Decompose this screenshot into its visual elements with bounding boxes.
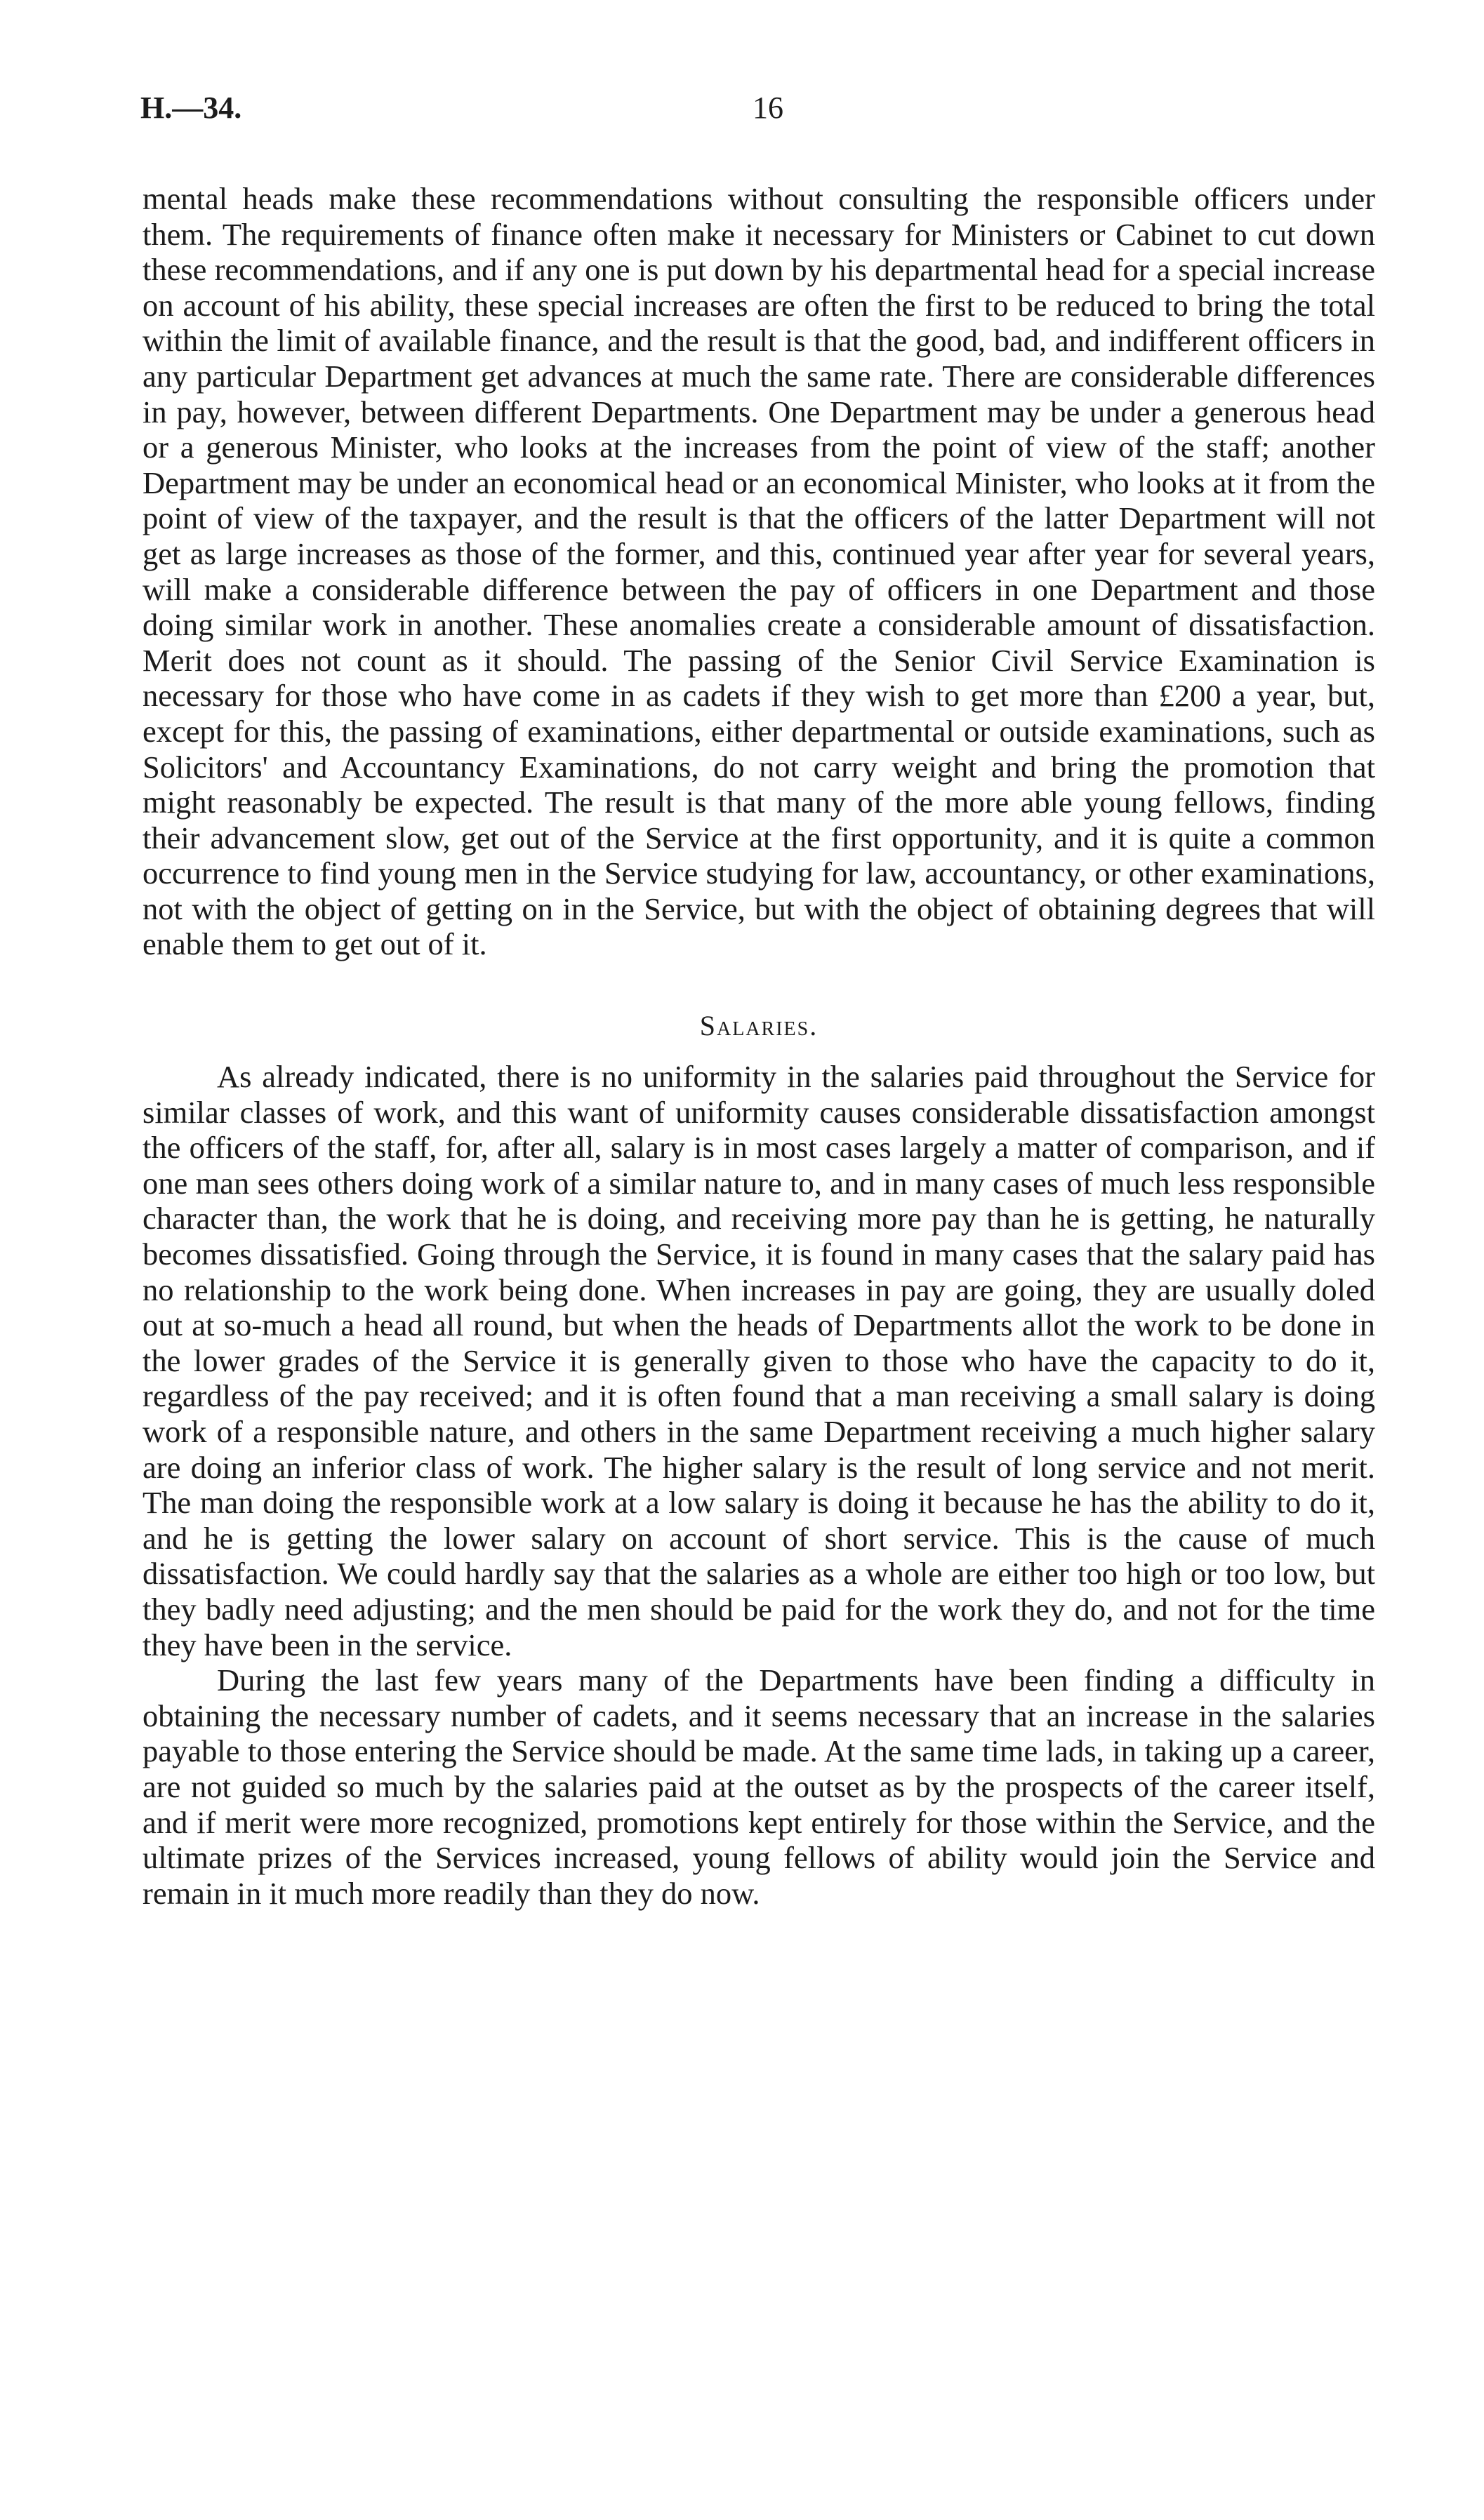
continued-paragraph: mental heads make these recommendations without consulting the responsible officers under them. The requirements of finance often make it necessary for Ministers or Cabinet to cut down these recommendations, and if any one is put down by his departmental head for a special increase on account of his ability, these special increases are often the first to be reduced to bring the total within the limit of available finance, and the result is that the good, bad, and indifferent officers in any particular Department get advances at much the same rate. There are considerable differences in pay, however, between different Departments. One Department may be under a generous head or a generous Minister, who looks at the increases from the point of view of the staff; another Department may be under an economical head or an economical Minister, who looks at it from the point of view of the taxpayer, and the result is that the officers of the latter Department will not get as large increases as those of the former, and this, continued year after year for several years, will make a considerable difference between the pay of officers in one Department and those doing similar work in another. These anomalies create a considerable amount of dissatisfaction. Merit does not count as it should. The passing of the Senior Civil Service Examination is necessary for those who have come in as cadets if they wish to get more than £200 a year, but, except for this, the passing of examinations, either departmental or outside examinations, such as Solicitors' and Accountancy Examinations, do not carry weight and bring the promotion that might reasonably be expected. The result is that many of the more able young fellows, finding their advancement slow, get out of the Service at the first opportunity, and it is quite a common occurrence to find young men in the Service studying for law, accountancy, or other examinations, not with the object of getting on in the Service, but with the object of obtaining degrees that will enable them to get out of it. [143,181,1375,962]
page-number: 16 [753,91,783,125]
page-header [140,90,1376,139]
salaries-paragraph-1: As already indicated, there is no uniformity in the salaries paid throughout the Service for similar classes of work, and this want of uniformity causes considerable dissatisfaction amongst the officers of the staff, for, after all, salary is in most cases largely a matter of comparison, and if one man sees others doing work of a similar nature to, and in many cases of much less responsible character than, the work that he is doing, and receiving more pay than he is getting, he naturally becomes dissatisfied. Going through the Service, it is found in many cases that the salary paid has no relationship to the work being done. When increases in pay are going, they are usually doled out at so-much a head all round, but when the heads of Departments allot the work to be done in the lower grades of the Service it is generally given to those who have the capacity to do it, regardless of the pay received; and it is often found that a man receiving a small salary is doing work of a responsible nature, and others in the same Department receiving a much higher salary are doing an inferior class of work. The higher salary is the result of long service and not merit. The man doing the responsible work at a low salary is doing it because he has the ability to do it, and he is getting the lower salary on account of short service. This is the cause of much dissatisfaction. We could hardly say that the salaries as a whole are either too high or too low, but they badly need adjusting; and the men should be paid for the work they do, and not for the time they have been in the service. [143,1059,1375,1662]
salaries-paragraph-2: During the last few years many of the Departments have been finding a difficulty in obtaining the necessary number of cadets, and it seems necessary that an increase in the salaries payable to those entering the Service should be made. At the same time lads, in taking up a career, are not guided so much by the salaries paid at the outset as by the prospects of the career itself, and if merit were more recognized, promotions kept entirely for those within the Service, and the ultimate prizes of the Services increased, young fellows of ability would join the Service and remain in it much more readily than they do now. [143,1662,1375,1911]
document-reference: H.—34. [140,91,242,125]
section-heading-salaries: Salaries. [699,1010,819,1042]
page-body [143,181,1375,1911]
